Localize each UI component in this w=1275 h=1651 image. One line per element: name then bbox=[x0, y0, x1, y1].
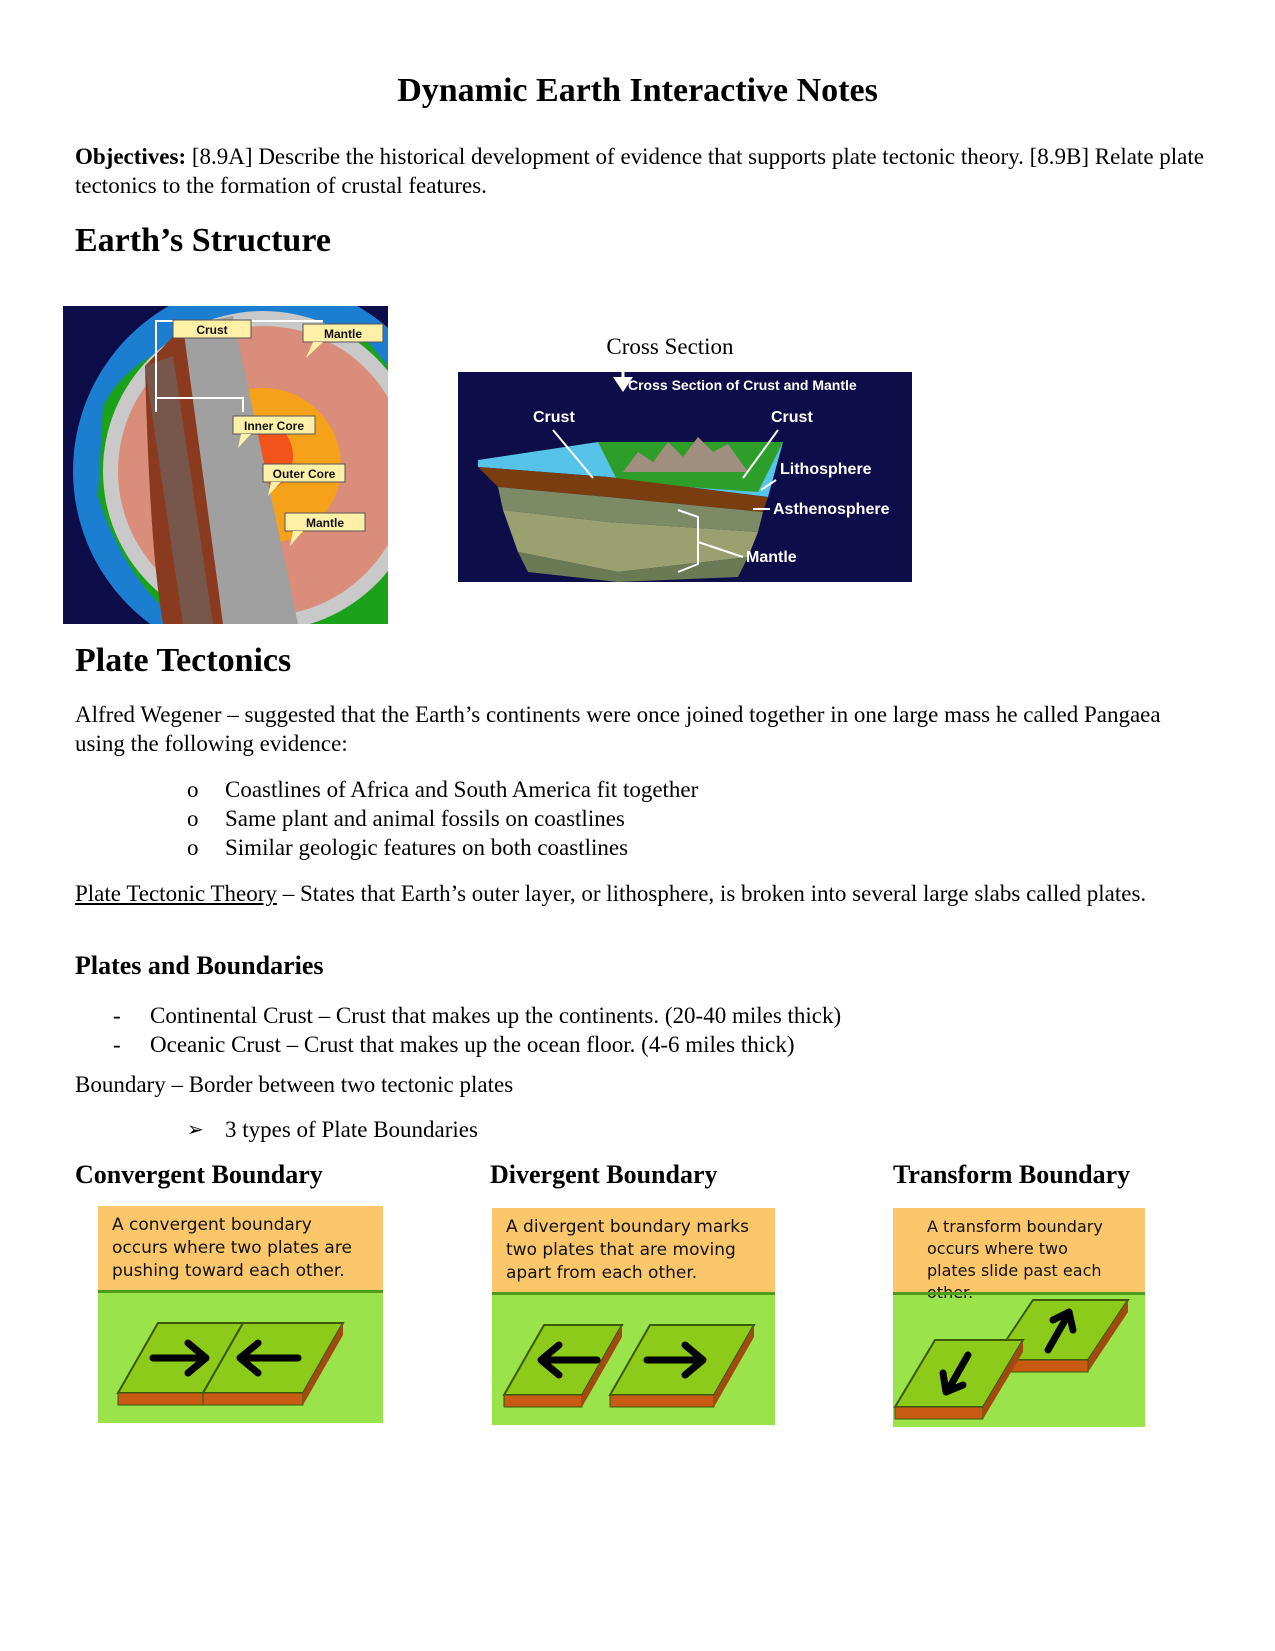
theory-term: Plate Tectonic Theory bbox=[75, 881, 277, 906]
earth-label-mantle-top: Mantle bbox=[323, 327, 363, 341]
transform-heading: Transform Boundary bbox=[893, 1160, 1131, 1189]
divergent-figure bbox=[492, 1208, 775, 1425]
evidence-text: Similar geologic features on both coastlines bbox=[225, 835, 629, 860]
convergent-caption: A convergent boundary occurs where two plates are pushing toward each other. bbox=[98, 1206, 383, 1290]
divergent-caption: A divergent boundary marks two plates that are moving apart from each other. bbox=[492, 1208, 775, 1292]
cross-section-title: Cross Section bbox=[606, 334, 734, 359]
convergent-heading: Convergent Boundary bbox=[75, 1160, 323, 1189]
xs-label-asthenosphere: Asthenosphere bbox=[773, 501, 890, 518]
objectives bbox=[75, 142, 1205, 200]
xs-label-crust-left: Crust bbox=[533, 409, 575, 426]
crust-type-text: Oceanic Crust – Crust that makes up the ocean floor. (4-6 miles thick) bbox=[150, 1032, 795, 1057]
divergent-plates-illustration bbox=[492, 1295, 775, 1425]
dash-marker: - bbox=[113, 1003, 121, 1028]
xs-label-banner: Cross Section of Crust and Mantle bbox=[628, 377, 857, 393]
objectives-text: [8.9A] Describe the historical development of evidence that supports plate tectonic theory. [8.9B] Relate plate tectonics to the formation of crustal features. bbox=[75, 144, 1204, 198]
dash-marker: - bbox=[113, 1032, 121, 1057]
evidence-list bbox=[187, 775, 1125, 862]
evidence-marker: o bbox=[187, 806, 199, 831]
crust-type-text: Continental Crust – Crust that makes up the continents. (20-40 miles thick) bbox=[150, 1003, 842, 1028]
boundary-types-text: 3 types of Plate Boundaries bbox=[225, 1117, 478, 1142]
earth-label-mantle-bottom: Mantle bbox=[305, 516, 345, 530]
evidence-text: Coastlines of Africa and South America fit together bbox=[225, 777, 699, 802]
wegener-text: Alfred Wegener – suggested that the Earth’s continents were once joined together in one large mass he called Pangaea using the following evidence: bbox=[75, 702, 1161, 756]
evidence-item bbox=[187, 775, 1125, 804]
earth-layers-figure bbox=[63, 306, 388, 624]
earth-label-inner-core: Inner Core bbox=[243, 419, 305, 433]
evidence-marker: o bbox=[187, 835, 199, 860]
evidence-item bbox=[187, 804, 1125, 833]
earth-label-crust: Crust bbox=[196, 323, 228, 337]
evidence-marker: o bbox=[187, 777, 199, 802]
boundary-types-item bbox=[187, 1115, 825, 1144]
transform-caption: A transform boundary occurs where two plates slide past each bbox=[893, 1208, 1145, 1292]
plate-tectonics-heading: Plate Tectonics bbox=[75, 642, 292, 679]
xs-label-lithosphere: Lithosphere bbox=[780, 461, 872, 478]
theory-text: – States that Earth’s outer layer, or lithosphere, is broken into several large slabs called plates. bbox=[276, 881, 1147, 906]
plate-tectonic-theory bbox=[75, 879, 1205, 908]
evidence-text: Same plant and animal fossils on coastlines bbox=[225, 806, 625, 831]
transform-plates-illustration bbox=[893, 1295, 1145, 1427]
boundary-definition: Boundary – Border between two tectonic plates bbox=[75, 1072, 514, 1097]
xs-label-mantle: Mantle bbox=[746, 549, 797, 566]
divergent-heading: Divergent Boundary bbox=[490, 1160, 718, 1189]
transform-figure bbox=[893, 1208, 1145, 1427]
earth-structure-heading: Earth’s Structure bbox=[75, 222, 331, 259]
earth-label-outer-core: Outer Core bbox=[272, 467, 336, 481]
convergent-plates-illustration bbox=[98, 1293, 383, 1423]
boundary-types-list bbox=[187, 1115, 825, 1144]
xs-label-crust-right: Crust bbox=[771, 409, 813, 426]
evidence-item bbox=[187, 833, 1125, 862]
objectives-label: Objectives: bbox=[75, 144, 187, 169]
cross-section-figure bbox=[458, 372, 912, 582]
crust-types-list bbox=[113, 1001, 1150, 1059]
page-title: Dynamic Earth Interactive Notes bbox=[397, 72, 878, 109]
crust-type-item bbox=[113, 1030, 1150, 1059]
convergent-figure bbox=[98, 1206, 383, 1423]
plates-boundaries-heading: Plates and Boundaries bbox=[75, 951, 324, 980]
arrow-marker: ➢ bbox=[187, 1117, 204, 1141]
crust-type-item bbox=[113, 1001, 1150, 1030]
